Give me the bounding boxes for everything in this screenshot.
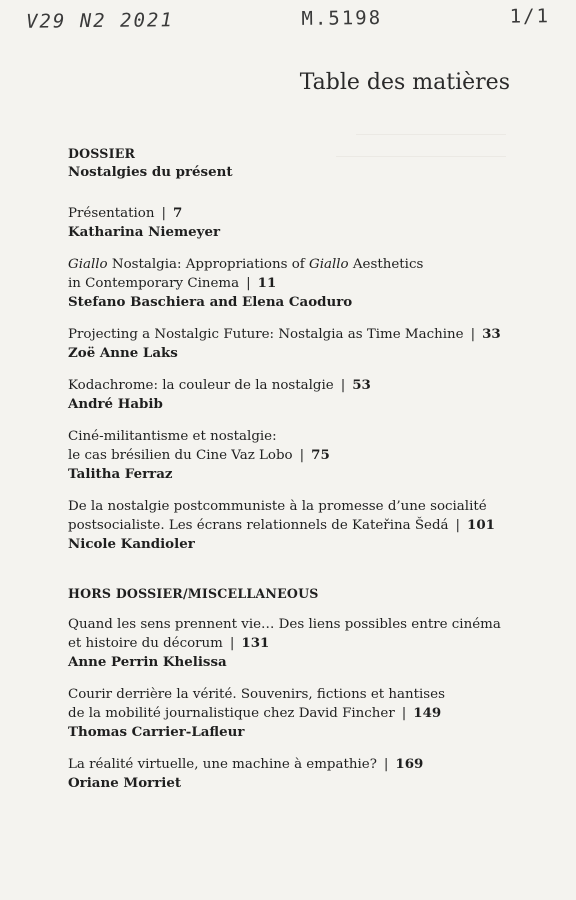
separator: | xyxy=(299,448,305,463)
separator: | xyxy=(470,327,476,342)
toc-entry[interactable] xyxy=(68,685,538,742)
page-number: 75 xyxy=(311,447,330,463)
entry-author: Zoë Anne Laks xyxy=(68,345,178,361)
entry-title-text: La réalité virtuelle, une machine à empathie? xyxy=(68,757,377,772)
entry-author: Talitha Ferraz xyxy=(68,466,173,482)
entry-title-line xyxy=(68,516,538,535)
page-number: 11 xyxy=(257,275,277,291)
section-hors-dossier xyxy=(68,584,538,793)
section-title: DOSSIER xyxy=(68,146,136,161)
page-number: 169 xyxy=(395,756,424,772)
entry-title-text: Quand les sens prennent vie… Des liens possibles entre cinéma xyxy=(68,617,501,632)
entry-title-text: Kodachrome: la couleur de la nostalgie xyxy=(68,378,334,393)
entry-title-italic: Giallo xyxy=(68,257,108,272)
entry-title-text: et histoire du décorum xyxy=(68,636,223,651)
entry-title-line xyxy=(68,634,538,653)
entry-title-text: Ciné-militantisme et nostalgie: xyxy=(68,429,277,444)
table-of-contents xyxy=(68,144,538,806)
entry-title-line xyxy=(68,427,538,446)
entry-title-text: Nostalgia: Appropriations of xyxy=(107,257,310,272)
entry-list xyxy=(68,204,538,554)
toc-entry[interactable] xyxy=(68,427,538,484)
entry-title-line xyxy=(68,325,538,344)
entry-title-text: Présentation xyxy=(68,206,155,221)
page-number: 7 xyxy=(173,205,183,221)
page-title: Table des matières xyxy=(299,70,510,95)
section-dossier xyxy=(68,144,538,554)
page-number: 131 xyxy=(241,635,270,651)
entry-title-text: postsocialiste. Les écrans relationnels de Kateřina Šedá xyxy=(68,518,449,533)
entry-author: Anne Perrin Khelissa xyxy=(68,654,227,670)
entry-title-line xyxy=(68,615,538,634)
entry-author: Stefano Baschiera and Elena Caoduro xyxy=(68,294,353,310)
entry-title-text: Aesthetics xyxy=(348,257,424,272)
entry-title-text: le cas brésilien du Cine Vaz Lobo xyxy=(68,448,293,463)
separator: | xyxy=(246,276,251,291)
entry-author: Oriane Morriet xyxy=(68,775,182,791)
entry-title-text: Courir derrière la vérité. Souvenirs, fictions et hantises xyxy=(68,687,445,702)
entry-author: Nicole Kandioler xyxy=(68,536,195,552)
entry-title-text: in Contemporary Cinema xyxy=(68,276,240,291)
handwritten-code: M.5198 xyxy=(301,7,383,30)
entry-title-italic: Giallo xyxy=(309,257,349,272)
entry-title-line xyxy=(68,685,538,704)
toc-entry[interactable] xyxy=(68,376,538,414)
handwritten-volume: V29 N2 2021 xyxy=(25,9,174,33)
page-number: 101 xyxy=(467,517,495,533)
section-subtitle: Nostalgies du présent xyxy=(68,164,233,180)
entry-author: Thomas Carrier-Lafleur xyxy=(68,724,245,740)
handwritten-annotation xyxy=(26,5,550,32)
toc-entry[interactable] xyxy=(68,755,538,793)
entry-title-line xyxy=(68,376,538,395)
handwritten-count: 1/1 xyxy=(509,5,551,28)
toc-entry[interactable] xyxy=(68,615,538,672)
separator: | xyxy=(161,206,166,221)
entry-title-line xyxy=(68,255,538,274)
entry-title-line xyxy=(68,755,538,774)
toc-entry[interactable] xyxy=(68,497,538,554)
separator: | xyxy=(229,636,235,651)
section-title: HORS DOSSIER/MISCELLANEOUS xyxy=(68,586,319,601)
entry-title-text: De la nostalgie postcommuniste à la promesse d’une socialité xyxy=(68,499,487,514)
toc-entry[interactable] xyxy=(68,255,538,312)
page-number: 53 xyxy=(352,377,371,393)
entry-title-line xyxy=(68,446,538,465)
separator: | xyxy=(455,518,461,533)
entry-title-line xyxy=(68,497,538,516)
separator: | xyxy=(383,757,389,772)
page-number: 33 xyxy=(482,326,501,342)
entry-title-line xyxy=(68,274,538,293)
entry-title-line xyxy=(68,204,538,223)
entry-author: André Habib xyxy=(68,396,163,412)
entry-list xyxy=(68,615,538,793)
page-number: 149 xyxy=(413,705,442,721)
entry-author: Katharina Niemeyer xyxy=(68,224,221,240)
separator: | xyxy=(401,706,407,721)
toc-entry[interactable] xyxy=(68,204,538,242)
toc-entry[interactable] xyxy=(68,325,538,363)
separator: | xyxy=(340,378,346,393)
entry-title-line xyxy=(68,704,538,723)
entry-title-text: Projecting a Nostalgic Future: Nostalgia as Time Machine xyxy=(68,327,464,342)
entry-title-text: de la mobilité journalistique chez David Fincher xyxy=(68,706,395,721)
